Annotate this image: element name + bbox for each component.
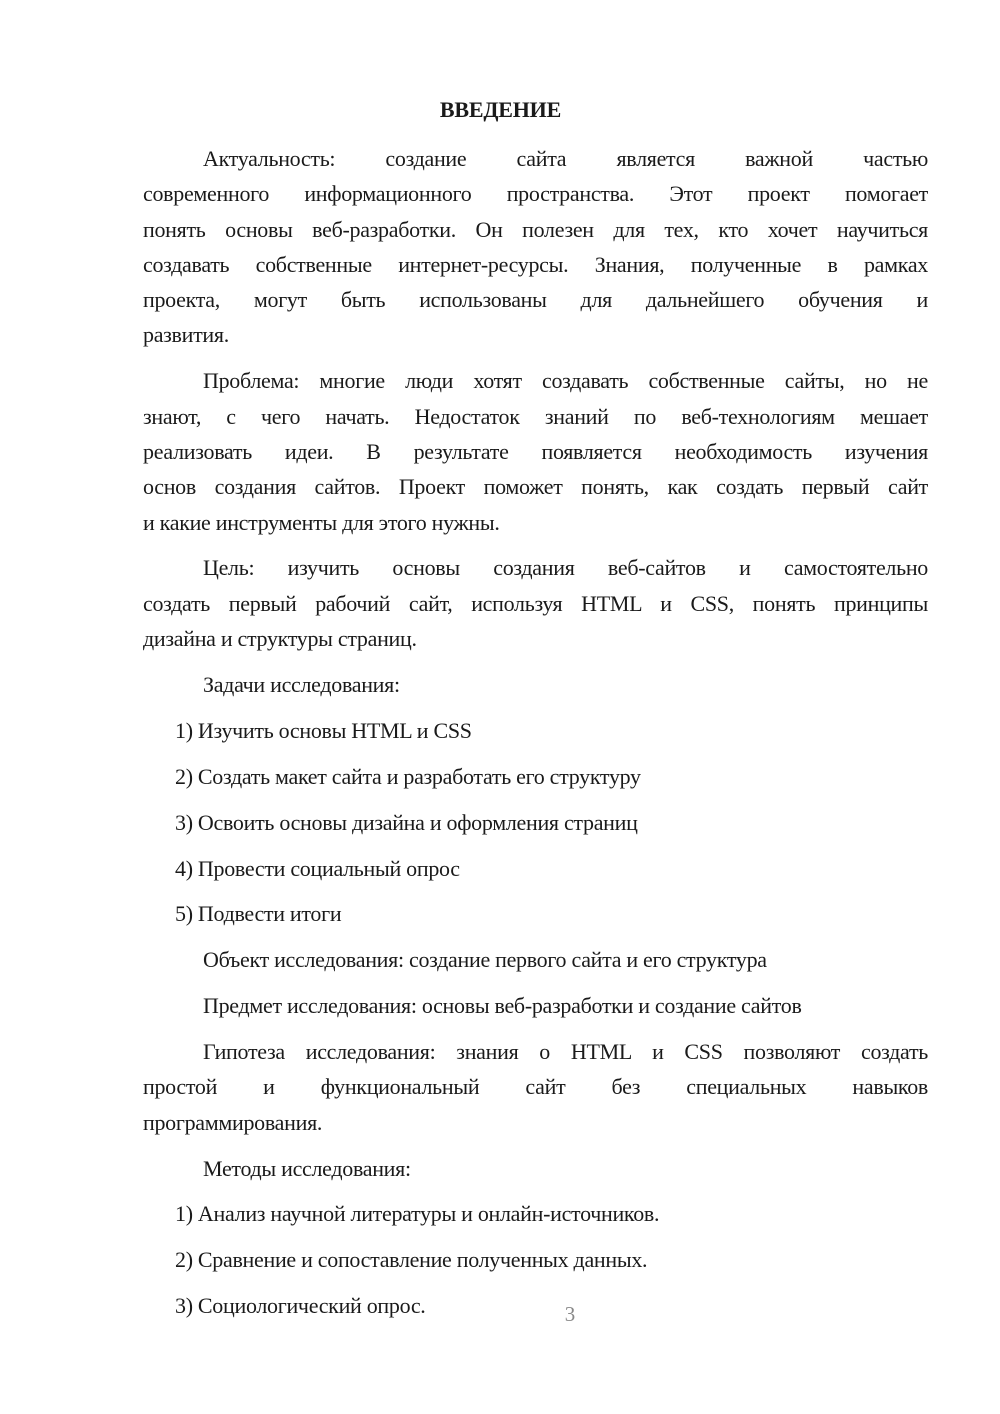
text-line: 3) Социологический опрос. <box>175 1293 426 1319</box>
text-line: 1) Изучить основы HTML и CSS <box>175 717 472 743</box>
text-line: 3) Освоить основы дизайна и оформления страниц <box>175 809 638 835</box>
text-line: и какие инструменты для этого нужны. <box>143 509 500 535</box>
text-line: понять основы веб-разработки. Он полезен для тех, кто хочет научиться <box>143 216 928 242</box>
text-line: создать первый рабочий сайт, используя HTML и CSS, понять принципы <box>143 590 928 616</box>
paragraph <box>143 550 928 656</box>
paragraph <box>143 141 928 353</box>
paragraph <box>143 988 928 1023</box>
text-line: 2) Сравнение и сопоставление полученных данных. <box>175 1247 648 1273</box>
text-line: Объект исследования: создание первого сайта и его структура <box>203 947 767 973</box>
paragraph <box>143 363 928 539</box>
document-page <box>143 92 928 1324</box>
list-item <box>143 851 928 886</box>
text-line: основ создания сайтов. Проект поможет понять, как создать первый сайт <box>143 474 928 500</box>
paragraph <box>143 667 928 702</box>
text-line: 5) Подвести итоги <box>175 901 342 927</box>
paragraph <box>143 1034 928 1140</box>
list-item <box>143 713 928 748</box>
text-line: Гипотеза исследования: знания о HTML и CSS позволяют создать <box>203 1039 928 1065</box>
paragraph <box>143 942 928 977</box>
section-title: ВВЕДЕНИЕ <box>439 97 562 122</box>
text-line: Проблема: многие люди хотят создавать собственные сайты, но не <box>203 368 928 394</box>
list-item <box>143 896 928 931</box>
text-line: развития. <box>143 322 229 348</box>
list-item <box>143 805 928 840</box>
text-line: знают, с чего начать. Недостаток знаний по веб-технологиям мешает <box>143 403 928 429</box>
text-line: реализовать идеи. В результате появляется необходимость изучения <box>143 438 928 464</box>
text-line: проекта, могут быть использованы для дальнейшего обучения и <box>143 287 928 313</box>
text-line: простой и функциональный сайт без специальных навыков <box>143 1074 928 1100</box>
list-item <box>143 1242 928 1277</box>
text-line: программирования. <box>143 1109 323 1135</box>
text-line: Актуальность: создание сайта является важной частью <box>203 146 928 171</box>
text-line: Задачи исследования: <box>203 671 400 697</box>
text-line: Методы исследования: <box>203 1155 411 1181</box>
list-item <box>143 1196 928 1231</box>
text-line: дизайна и структуры страниц. <box>143 626 417 652</box>
document-body <box>143 141 928 1324</box>
text-line: 4) Провести социальный опрос <box>175 855 460 881</box>
text-line: 1) Анализ научной литературы и онлайн-источников. <box>175 1201 660 1227</box>
text-line: Цель: изучить основы создания веб-сайтов и самостоятельно <box>203 555 928 581</box>
paragraph <box>143 1151 928 1186</box>
text-line: современного информационного пространства. Этот проект помогает <box>143 181 928 207</box>
text-line: Предмет исследования: основы веб-разработки и создание сайтов <box>203 993 802 1019</box>
page-number: 3 <box>564 1302 576 1326</box>
text-line: создавать собственные интернет-ресурсы. Знания, полученные в рамках <box>143 251 928 277</box>
list-item <box>143 759 928 794</box>
text-line: 2) Создать макет сайта и разработать его структуру <box>175 763 641 789</box>
